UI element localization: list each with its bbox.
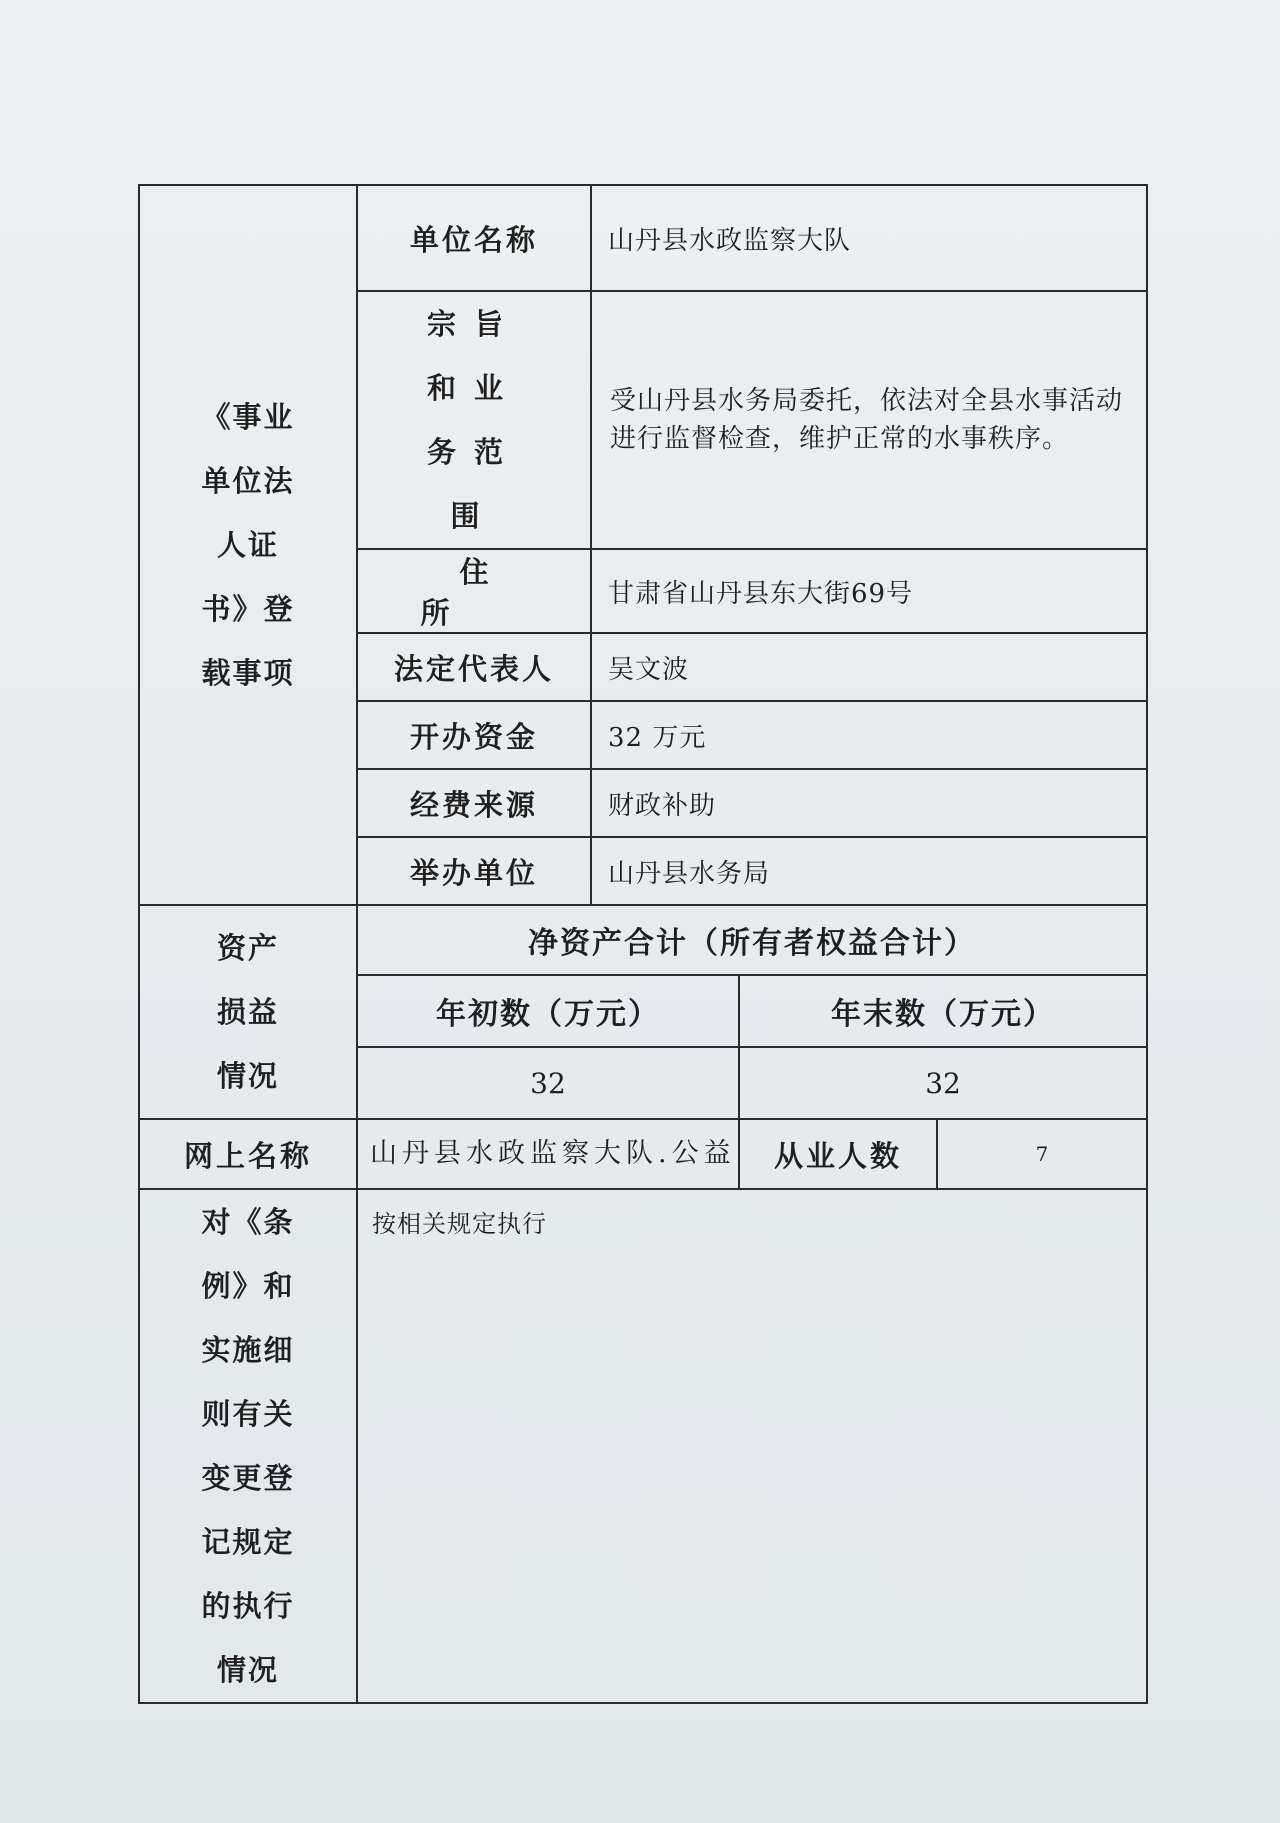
- legal-rep-label: 法定代表人: [357, 633, 591, 701]
- capital-label: 开办资金: [357, 701, 591, 769]
- registration-report-table: [138, 184, 1148, 1704]
- address-label: 住 所: [420, 555, 567, 630]
- row-assets-header: [139, 905, 1147, 975]
- purpose-value: 受山丹县水务局委托，依法对全县水事活动进行监督检查，维护正常的水事秩序。: [591, 291, 1147, 549]
- funding-value: 财政补助: [591, 769, 1147, 837]
- registration-section-title: 《事业单位法人证书》登载事项: [201, 400, 295, 690]
- purpose-label: 宗旨和业务范围: [426, 307, 521, 533]
- row-unit-name: [139, 185, 1147, 291]
- legal-rep-value: 吴文波: [591, 633, 1147, 701]
- staff-count-value: 7: [937, 1119, 1147, 1189]
- address-label-cell: [357, 549, 591, 633]
- funding-label: 经费来源: [357, 769, 591, 837]
- capital-value: 32 万元: [591, 701, 1147, 769]
- address-value: 甘肃省山丹县东大街69号: [591, 549, 1147, 633]
- compliance-label: 对《条例》和实施细则有关变更登记规定的执行情况: [201, 1205, 295, 1687]
- compliance-value: 按相关规定执行: [357, 1189, 1147, 1703]
- net-assets-header: 净资产合计（所有者权益合计）: [357, 905, 1147, 975]
- online-name-label: 网上名称: [139, 1119, 357, 1189]
- section-registration-label: [139, 185, 357, 905]
- row-online: [139, 1119, 1147, 1189]
- end-year-label: 年末数（万元）: [739, 975, 1147, 1047]
- end-year-value: 32: [739, 1047, 1147, 1119]
- assets-section-title: 资产损益情况: [216, 931, 279, 1093]
- online-name-value: 山丹县水政监察大队.公益: [357, 1119, 739, 1189]
- begin-year-label: 年初数（万元）: [357, 975, 739, 1047]
- sponsor-label: 举办单位: [357, 837, 591, 905]
- row-compliance: [139, 1189, 1147, 1703]
- staff-count-label: 从业人数: [739, 1119, 937, 1189]
- sponsor-value: 山丹县水务局: [591, 837, 1147, 905]
- section-assets-label: [139, 905, 357, 1119]
- purpose-label-cell: [357, 291, 591, 549]
- unit-name-label: 单位名称: [357, 185, 591, 291]
- compliance-label-cell: [139, 1189, 357, 1703]
- unit-name-value: 山丹县水政监察大队: [591, 185, 1147, 291]
- begin-year-value: 32: [357, 1047, 739, 1119]
